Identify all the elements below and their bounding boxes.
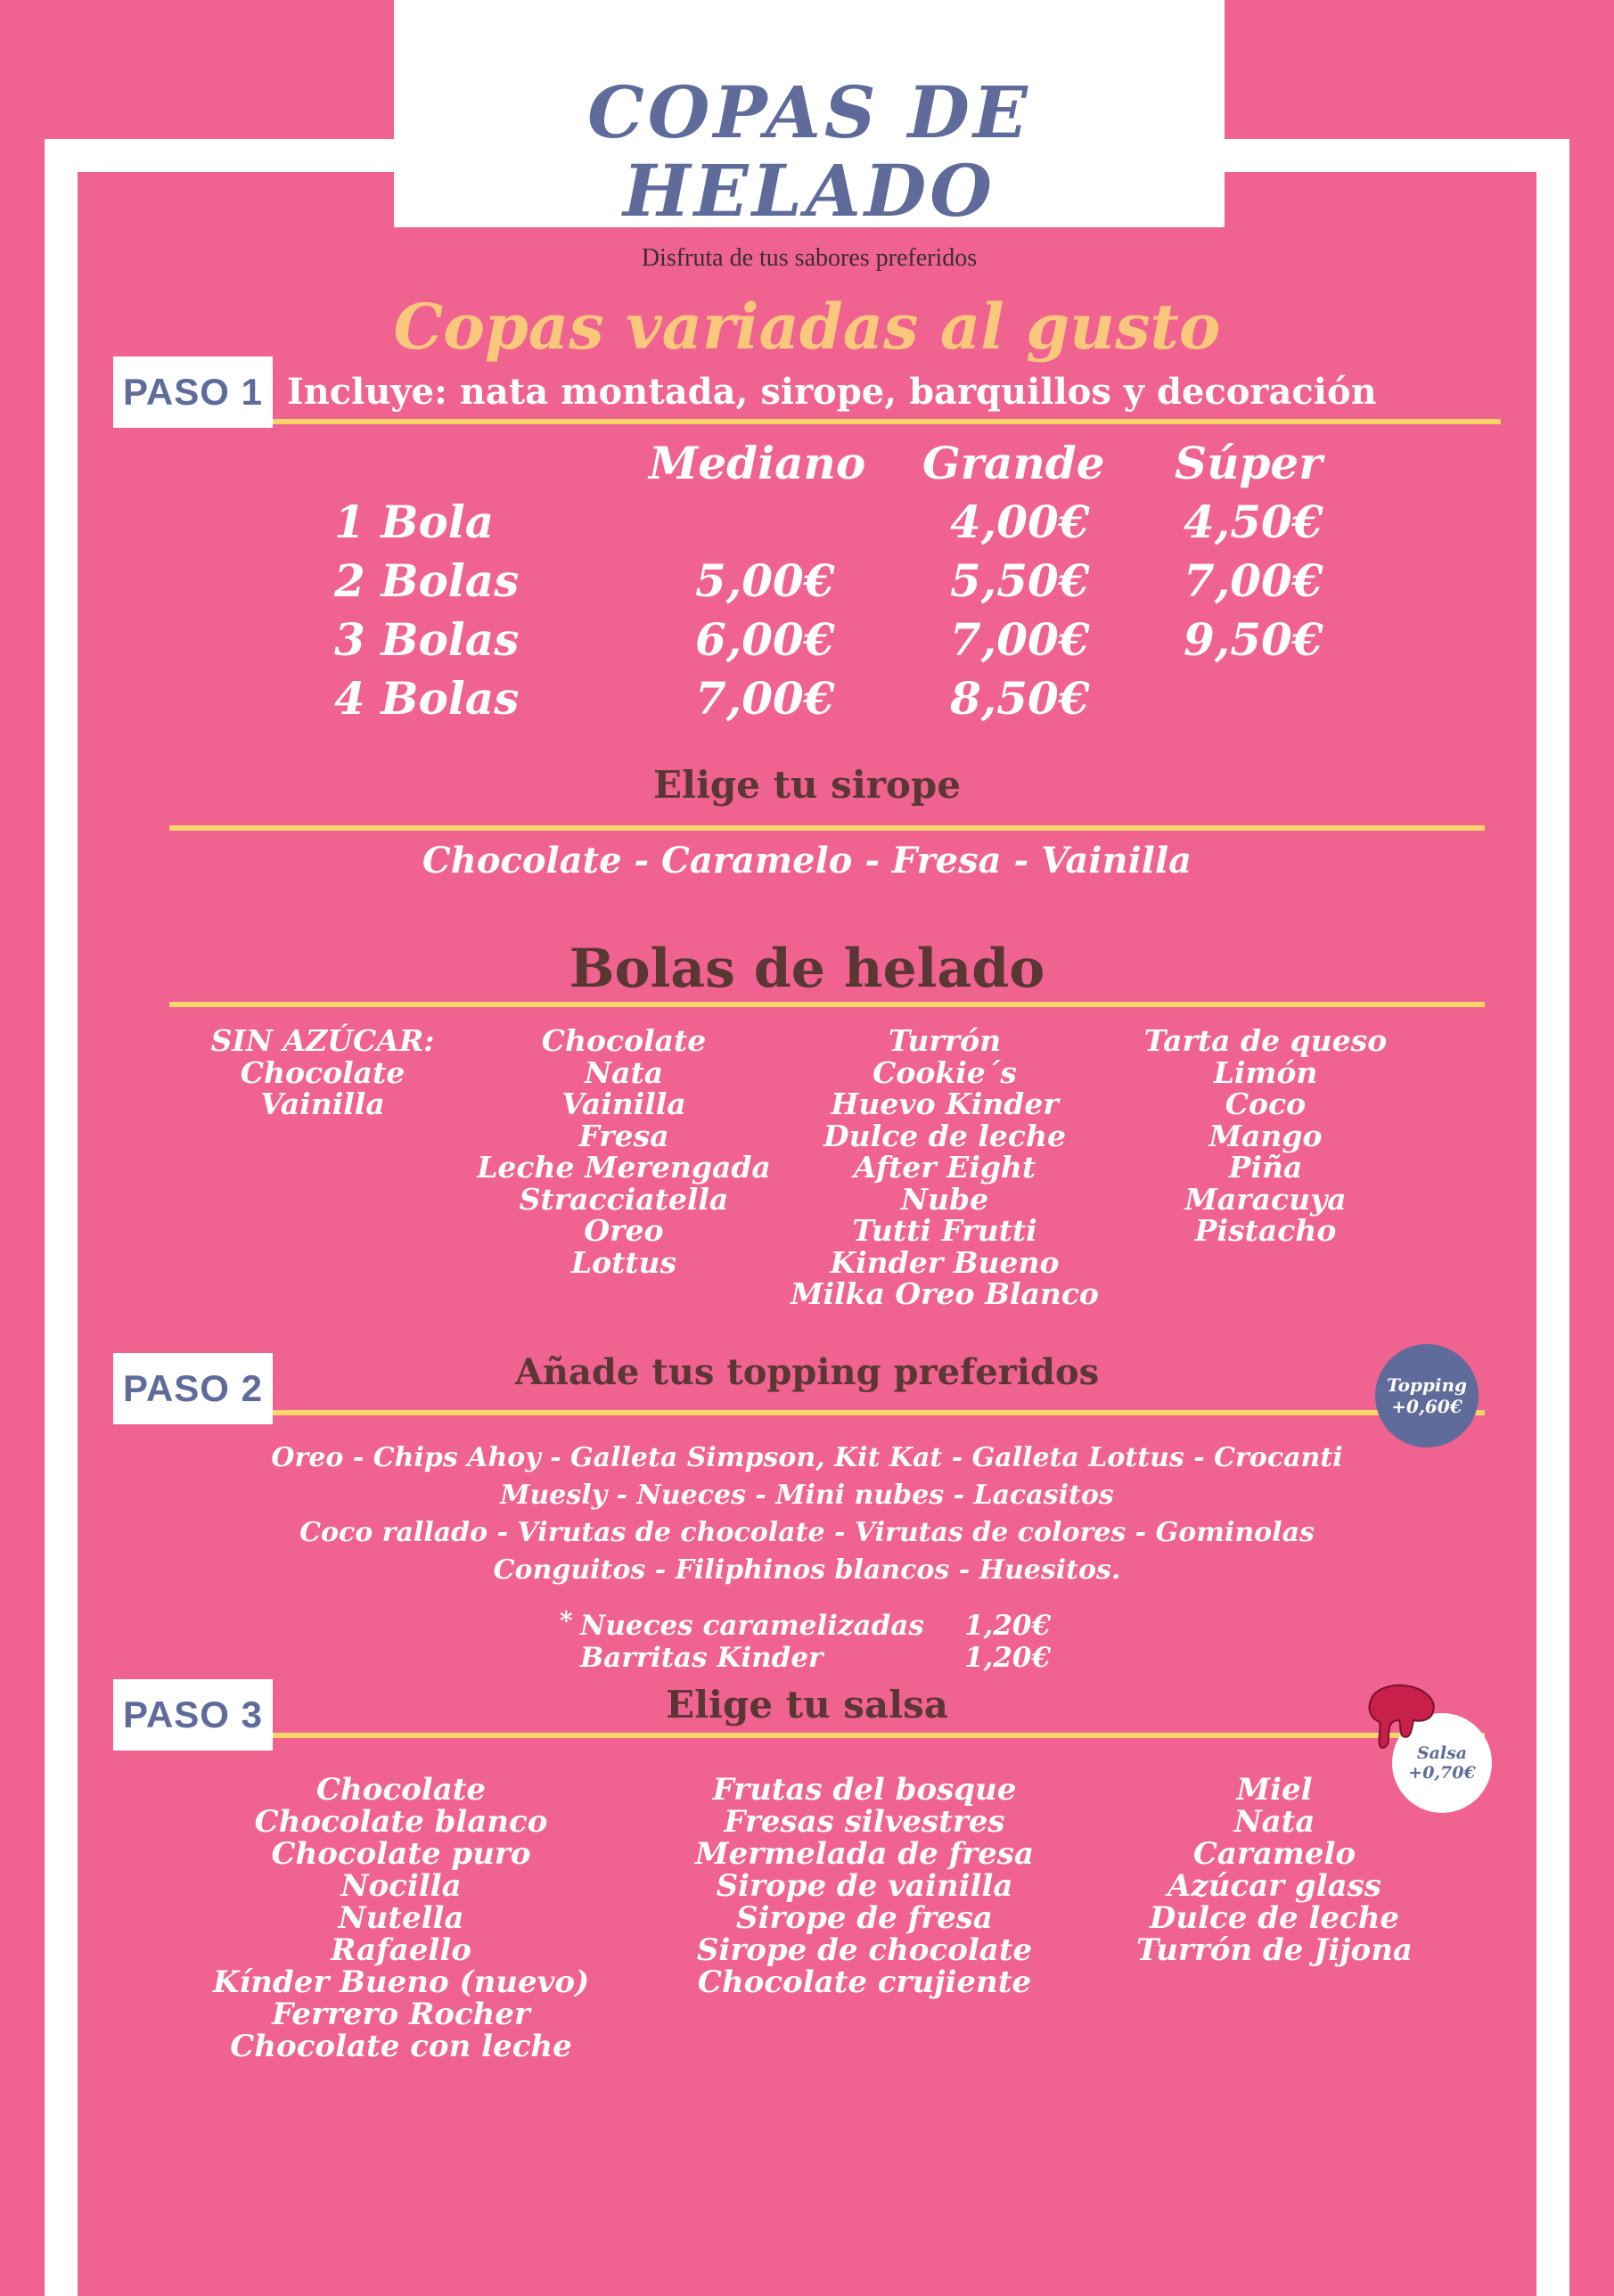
asterisk-mark: *: [560, 1606, 573, 1636]
list-item: After Eight: [853, 1150, 1036, 1185]
list-item: Caramelo: [1192, 1836, 1356, 1872]
list-item: Chocolate: [315, 1772, 487, 1808]
list-item: Vainilla: [260, 1086, 385, 1121]
list-item: Sirope de vainilla: [716, 1868, 1013, 1904]
list-item: Frutas del bosque: [712, 1772, 1017, 1808]
list-item: Tarta de queso: [1143, 1023, 1388, 1058]
list-item: Chocolate con leche: [230, 2029, 572, 2064]
list-item: Ferrero Rocher: [272, 1997, 530, 2032]
price-cell: 8,50€: [950, 672, 1090, 725]
page-subtitle: Disfruta de tus sabores preferidos: [641, 244, 978, 272]
syrup-title: Elige tu sirope: [652, 763, 962, 807]
price-cell: 7,00€: [1184, 554, 1323, 607]
main-title: Copas variadas al gusto: [393, 290, 1221, 364]
topping-line: Coco rallado - Virutas de chocolate - Virutas de colores - Gominolas: [299, 1517, 1315, 1548]
paso-1-label: PASO 1: [113, 357, 273, 428]
list-item: Azúcar glass: [1167, 1868, 1381, 1904]
list-item: Chocolate puro: [271, 1836, 531, 1872]
bolas-title: Bolas de helado: [569, 938, 1045, 1000]
list-item: Lottus: [570, 1244, 677, 1280]
extra-item-name: Nueces caramelizadas: [580, 1610, 924, 1642]
paso-1-includes: Incluye: nata montada, sirope, barquillos y decoración: [287, 371, 1377, 413]
header-grande: Grande: [922, 437, 1105, 489]
list-item: SIN AZÚCAR:: [210, 1023, 435, 1058]
list-item: Coco: [1225, 1086, 1307, 1121]
list-item: Dulce de leche: [1149, 1900, 1400, 1936]
list-item: Oreo: [584, 1213, 664, 1248]
list-item: Chocolate blanco: [254, 1804, 548, 1840]
list-item: Mango: [1208, 1118, 1323, 1153]
list-item: Turrón de Jijona: [1136, 1932, 1413, 1968]
topping-line: Oreo - Chips Ahoy - Galleta Simpson, Kit Kat - Galleta Lottus - Crocanti: [271, 1442, 1343, 1473]
row-label: 4 Bolas: [334, 672, 520, 725]
extra-item-price: 1,20€: [964, 1642, 1052, 1674]
salsa-column-3: [1105, 1774, 1444, 1966]
list-item: Maracuya: [1184, 1181, 1347, 1217]
list-item: Milka Oreo Blanco: [791, 1276, 1099, 1311]
list-item: Chocolate: [541, 1023, 707, 1058]
extra-item-name: Barritas Kinder: [580, 1642, 823, 1674]
list-item: Pistacho: [1194, 1213, 1337, 1248]
list-item: Mermelada de fresa: [695, 1836, 1034, 1872]
list-item: Nata: [584, 1054, 664, 1090]
list-item: Dulce de leche: [823, 1118, 1066, 1153]
header-card: [394, 0, 1225, 272]
price-cell: 9,50€: [1184, 613, 1323, 666]
list-item: Nocilla: [340, 1868, 462, 1904]
list-item: Tutti Frutti: [852, 1213, 1037, 1248]
salsa-title: Elige tu salsa: [666, 1683, 948, 1726]
topping-line: Muesly - Nueces - Mini nubes - Lacasitos: [500, 1480, 1114, 1511]
sauce-drip-icon: [1364, 1681, 1444, 1761]
badge-label: Salsa: [1416, 1743, 1468, 1763]
list-item: Piña: [1228, 1150, 1303, 1185]
topping-title: Añade tus topping preferidos: [514, 1351, 1100, 1393]
bolas-divider: [169, 1002, 1485, 1007]
paso-2-divider: [273, 1410, 1485, 1415]
paso-1-divider: [273, 419, 1501, 424]
price-cell: 5,50€: [950, 554, 1090, 607]
price-cell: 4,50€: [1184, 496, 1323, 548]
badge-price: +0,70€: [1408, 1763, 1476, 1783]
list-item: Fresas silvestres: [724, 1804, 1005, 1840]
syrup-options: Chocolate - Caramelo - Fresa - Vainilla: [422, 840, 1192, 882]
list-item: Huevo Kinder: [831, 1086, 1059, 1121]
list-item: Nata: [1233, 1804, 1315, 1840]
list-item: Leche Merengada: [477, 1150, 771, 1185]
list-item: Kinder Bueno: [830, 1244, 1060, 1280]
list-item: Miel: [1236, 1772, 1313, 1808]
flavor-column-3: [1123, 1025, 1408, 1247]
row-label: 1 Bola: [334, 496, 495, 548]
flavor-column-1: [463, 1025, 784, 1278]
list-item: Nube: [900, 1181, 989, 1217]
list-item: Nutella: [338, 1900, 464, 1936]
row-label: 3 Bolas: [334, 613, 520, 666]
flavor-column-2: [775, 1025, 1114, 1310]
extra-item-price: 1,20€: [964, 1610, 1052, 1642]
list-item: Chocolate crujiente: [697, 1964, 1032, 2000]
list-item: Turrón: [888, 1023, 1002, 1058]
price-cell: 4,00€: [950, 496, 1090, 548]
flavor-column-sin-azucar: [189, 1025, 456, 1120]
topping-line: Conguitos - Filiphinos blancos - Huesitos.: [493, 1554, 1121, 1586]
list-item: Chocolate: [240, 1054, 406, 1090]
list-item: Cookie´s: [873, 1054, 1017, 1090]
price-cell: 7,00€: [950, 613, 1090, 666]
list-item: Sirope de fresa: [736, 1900, 993, 1936]
list-item: Stracciatella: [519, 1181, 729, 1217]
salsa-column-2: [660, 1774, 1069, 1998]
price-cell: 7,00€: [695, 672, 835, 725]
salsa-column-1: [178, 1774, 624, 2062]
paso-3-label: PASO 3: [113, 1679, 273, 1751]
page-title: COPAS DE HELADO: [587, 70, 1031, 233]
list-item: Kínder Bueno (nuevo): [212, 1964, 590, 2000]
syrup-divider: [169, 825, 1485, 831]
badge-label: Topping: [1386, 1374, 1468, 1396]
price-cell: 5,00€: [695, 554, 835, 607]
header-mediano: Mediano: [649, 437, 866, 489]
badge-price: +0,60€: [1391, 1396, 1462, 1417]
paso-2-label: PASO 2: [113, 1353, 273, 1424]
list-item: Limón: [1213, 1054, 1318, 1090]
topping-list: [0, 1439, 1614, 1589]
price-cell: 6,00€: [695, 613, 835, 666]
topping-price-badge: [1375, 1344, 1479, 1447]
row-label: 2 Bolas: [334, 554, 520, 607]
header-super: Súper: [1175, 437, 1323, 489]
list-item: Rafaello: [331, 1932, 471, 1968]
list-item: Sirope de chocolate: [696, 1932, 1033, 1968]
paso-3-divider: [273, 1733, 1485, 1738]
list-item: Fresa: [578, 1118, 669, 1153]
list-item: Vainilla: [561, 1086, 686, 1121]
